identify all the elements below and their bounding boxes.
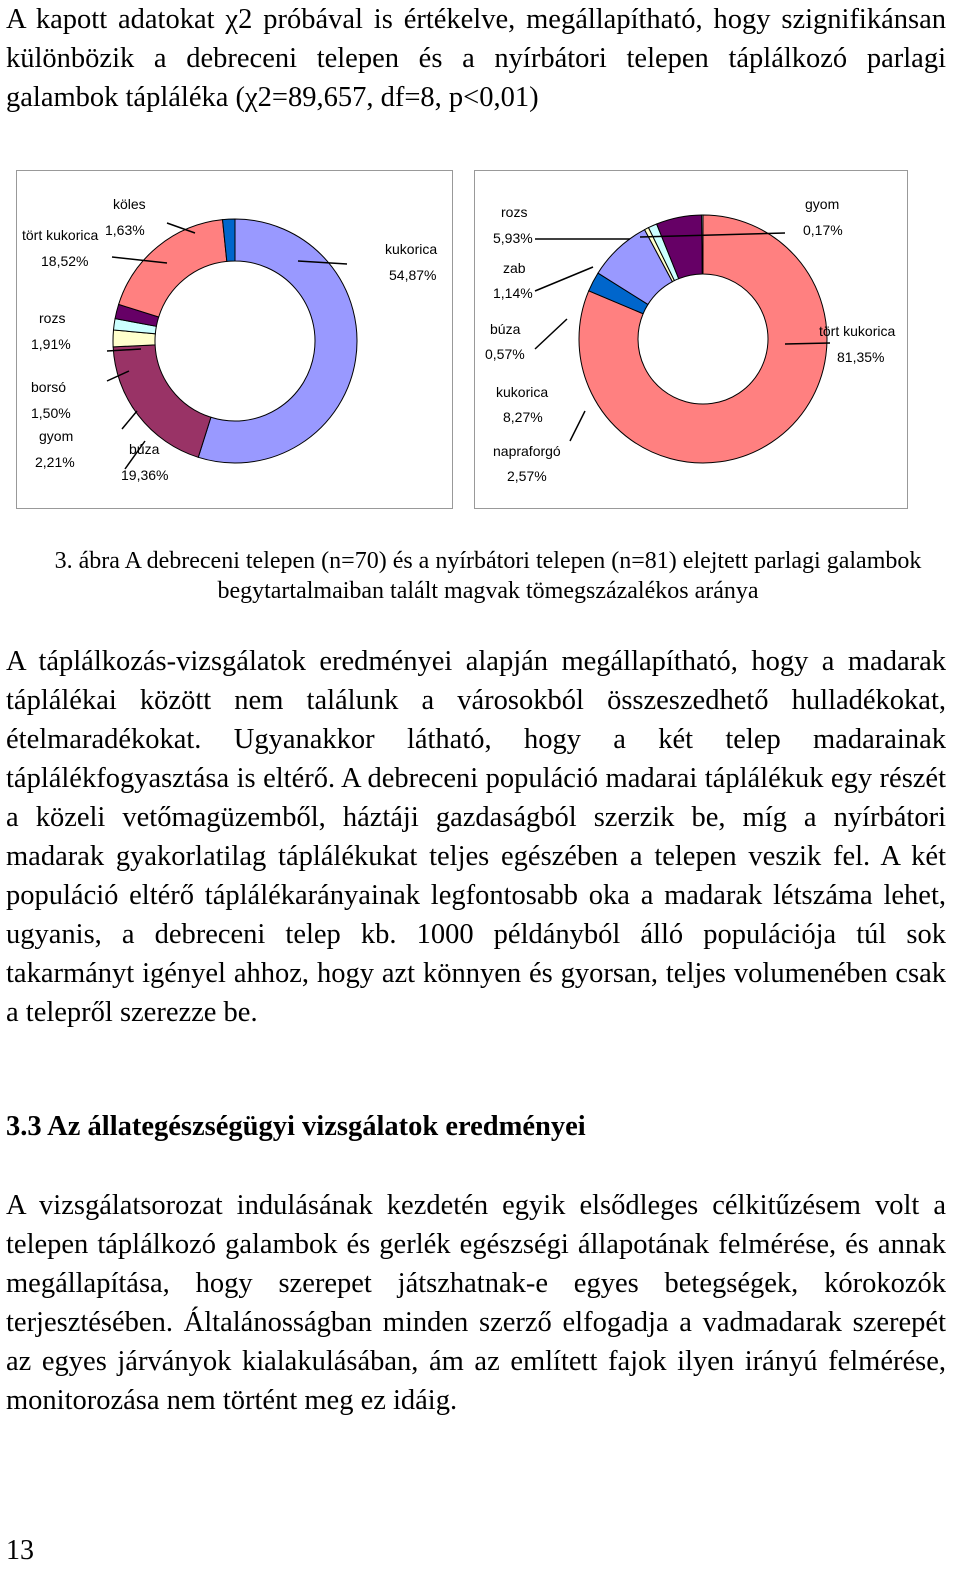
label-tort-kukorica-name: tört kukorica	[819, 323, 896, 339]
label-rozs-value: 1,91%	[31, 336, 71, 352]
leader-line-2	[535, 267, 593, 291]
label-kukorica-name: kukorica	[385, 241, 438, 257]
label-napraforgo-value: 2,57%	[507, 468, 547, 484]
label-gyom-name: gyom	[805, 196, 840, 212]
label-buza-name: búza	[490, 321, 521, 337]
label-zab-name: zab	[503, 260, 526, 276]
figure-caption: 3. ábra A debreceni telepen (n=70) és a nyírbátori telepen (n=81) elejtett parlagi galambok begytartalmaiban talált magvak tömegszázalékos aránya	[54, 548, 922, 604]
label-kukorica-name: kukorica	[496, 384, 549, 400]
label-gyom-name: gyom	[39, 428, 74, 444]
label-rozs-name: rozs	[39, 310, 66, 326]
leader-line-6	[122, 411, 137, 429]
leader-line-6	[570, 411, 585, 441]
label-rozs-value: 5,93%	[493, 230, 533, 246]
leader-line-3	[535, 319, 567, 349]
label-koles-value: 1,63%	[105, 222, 145, 238]
label-borso-name: borsó	[31, 379, 67, 395]
label-tort-kukorica-name: tört kukorica	[22, 227, 99, 243]
label-koles-name: köles	[113, 196, 146, 212]
label-borso-value: 1,50%	[31, 405, 71, 421]
body-paragraph-1: A táplálkozás-vizsgálatok eredményei alapján megállapítható, hogy a madarak táplálékai között nem találunk a városokból összeszedhető hulladékokat, ételmaradékokat. Ugyanakkor látható, hogy a két telep madarainak táplálékfogyasztása is eltérő. A debreceni populáció madarai táplálékuk egy részét a közeli vetőmagüzemből, háztáji gazdaságból szerzik be, míg a nyírbátori madarak gyakorlatilag táplálékukat teljes egészében a telepen veszik fel. A két populáció eltérő táplálékarányainak legfontosabb oka a madarak létszáma lehet, ugyanis, a debreceni telep kb. 1000 példányból álló populációja túl sok takarmányt igényel ahhoz, hogy azt könnyen és gyorsan, teljes volumenében csak a telepről szerezze be.	[6, 646, 946, 1028]
label-kukorica-value: 8,27%	[503, 409, 543, 425]
label-rozs-name: rozs	[501, 204, 528, 220]
leader-line-5	[785, 343, 830, 344]
intro-paragraph: A kapott adatokat χ2 próbával is értékelve, megállapítható, hogy szignifikánsan különbözik a debreceni telepen és a nyírbátori telepen táplálkozó parlagi galambok tápláléka (χ2=89,657, df=8, p<0,01)	[6, 4, 946, 113]
section-heading: 3.3 Az állategészségügyi vizsgálatok eredményei	[6, 1111, 586, 1142]
label-tort-kukorica-value: 18,52%	[41, 253, 89, 269]
label-zab-value: 1,14%	[493, 285, 533, 301]
chart-debrecen-svg	[17, 171, 452, 508]
page-number: 13	[6, 1535, 34, 1566]
label-buza-value: 19,36%	[121, 467, 169, 483]
label-gyom-value: 0,17%	[803, 222, 843, 238]
label-tort-kukorica-value: 81,35%	[837, 349, 885, 365]
label-buza-name: búza	[129, 441, 160, 457]
chart-debrecen	[16, 170, 453, 509]
label-kukorica-value: 54,87%	[389, 267, 437, 283]
label-napraforgo-name: napraforgó	[493, 443, 561, 459]
label-gyom-value: 2,21%	[35, 454, 75, 470]
label-buza-value: 0,57%	[485, 346, 525, 362]
chart-nyirbator	[474, 170, 908, 509]
donut-slice-7	[702, 215, 703, 274]
body-paragraph-2: A vizsgálatsorozat indulásának kezdetén egyik elsődleges célkitűzésem volt a telepen táplálkozó galambok és gerlék egészségi állapotának felmérése, és annak megállapítása, hogy szerepet játszhatnak-e egyes betegségek, kórokozók terjesztésében. Általánosságban minden szerző elfogadja a vadmadarak szerepét az egyes járványok kialakulásában, ám az említett fajok ilyen irányú felmérése, monitorozása nem történt meg ez idáig.	[6, 1190, 946, 1416]
donut-slice-2	[113, 345, 211, 457]
